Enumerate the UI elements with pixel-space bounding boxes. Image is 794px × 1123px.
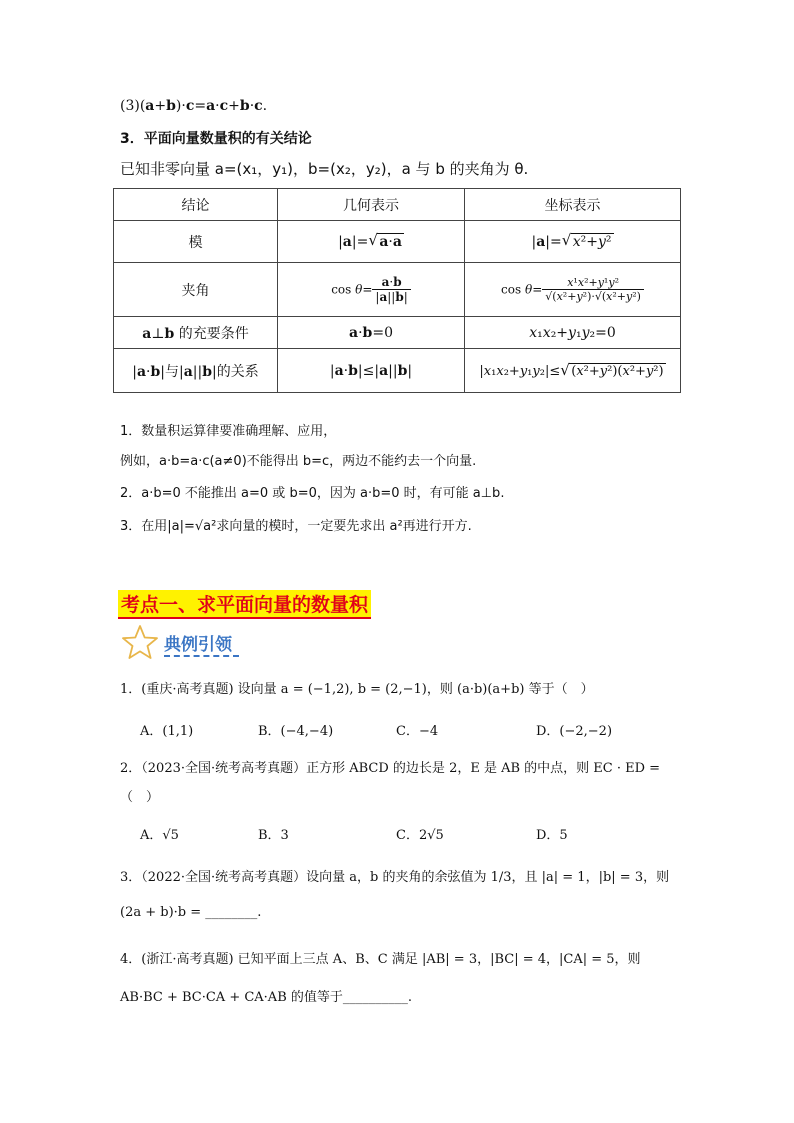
header-geometric: 几何表示 <box>278 189 465 221</box>
example-underline <box>164 655 239 657</box>
q2-option-d: D．5 <box>536 828 568 843</box>
header-conclusion: 结论 <box>114 189 278 221</box>
example-label: 典例引领 <box>164 635 232 655</box>
note-3: 3．在用|a|=√a²求向量的模时，一定要先求出 a²再进行开方. <box>120 519 472 534</box>
question-3-line2: (2a + b)·b = ________. <box>120 905 262 920</box>
row-label: 模 <box>114 221 278 263</box>
section-heading: 考点一、求平面向量的数量积 <box>118 590 371 619</box>
table-row <box>114 349 681 393</box>
geo-cell: cos θ= $\frac{a\cdot b}{|a||b|}$ <box>278 263 465 317</box>
q2-option-a: A．√5 <box>140 828 179 843</box>
question-4: 4．(浙江·高考真题) 已知平面上三点 A、B、C 满足 |AB| = 3，|BC| = 4，|CA| = 5，则 <box>120 952 641 967</box>
table-row <box>114 263 681 317</box>
q1-option-b: B．(−4,−4) <box>258 724 334 739</box>
conclusion-table <box>113 188 681 393</box>
row-label: a⊥b 的充要条件 <box>114 317 278 349</box>
given-statement: 已知非零向量 a=(x₁，y₁)，b=(x₂，y₂)，a 与 b 的夹角为 θ. <box>120 160 529 178</box>
coord-cell: cos θ= $\frac{\text{x¹x²+y¹y²}}{\text{√(x²+y²)·√(x²+y²)}}$ <box>465 263 681 317</box>
q1-option-a: A．(1,1) <box>140 724 194 739</box>
coord-cell: |x₁x₂+y₁y₂|≤ √ (x²+y²)(x²+y²) <box>465 349 681 393</box>
note-1-example: 例如，a·b=a·c(a≠0)不能得出 b=c，两边不能约去一个向量. <box>120 454 477 469</box>
table-row <box>114 221 681 263</box>
star-icon <box>120 624 160 660</box>
geo-cell: |a|= √ a·a <box>278 221 465 263</box>
law-3: (3)(a+b)·c=a·c+b·c. <box>120 98 268 114</box>
table-header-row <box>114 189 681 221</box>
question-4-line2: AB·BC + BC·CA + CA·AB 的值等于__________. <box>120 990 413 1005</box>
note-1: 1．数量积运算律要准确理解、应用， <box>120 424 337 439</box>
geo-cell: a·b=0 <box>278 317 465 349</box>
note-2: 2．a·b=0 不能推出 a=0 或 b=0，因为 a·b=0 时，有可能 a⊥b. <box>120 486 505 501</box>
q1-option-c: C．−4 <box>396 724 439 739</box>
row-label: |a·b|与|a||b|的关系 <box>114 349 278 393</box>
question-2: 2．（2023·全国·统考高考真题）正方形 ABCD 的边长是 2，E 是 AB 的中点，则 EC · ED = <box>120 761 661 776</box>
geo-cell: |a·b|≤|a||b| <box>278 349 465 393</box>
coord-cell: x₁x₂+y₁y₂=0 <box>465 317 681 349</box>
q1-option-d: D．(−2,−2) <box>536 724 613 739</box>
table-row <box>114 317 681 349</box>
header-coordinate: 坐标表示 <box>465 189 681 221</box>
question-3: 3．（2022·全国·统考高考真题）设向量 a，b 的夹角的余弦值为 1/3，且 |a| = 1，|b| = 3，则 <box>120 870 670 885</box>
q2-option-c: C．2√5 <box>396 828 444 843</box>
question-2-bracket: （ ） <box>120 790 160 805</box>
q2-option-b: B．3 <box>258 828 289 843</box>
coord-cell: |a|= √ x²+y² <box>465 221 681 263</box>
question-1: 1．(重庆·高考真题) 设向量 a = (−1,2), b = (2,−1)，则 (a·b)(a+b) 等于（ ） <box>120 682 594 697</box>
row-label: 夹角 <box>114 263 278 317</box>
section-3-title: 3．平面向量数量积的有关结论 <box>120 131 312 147</box>
